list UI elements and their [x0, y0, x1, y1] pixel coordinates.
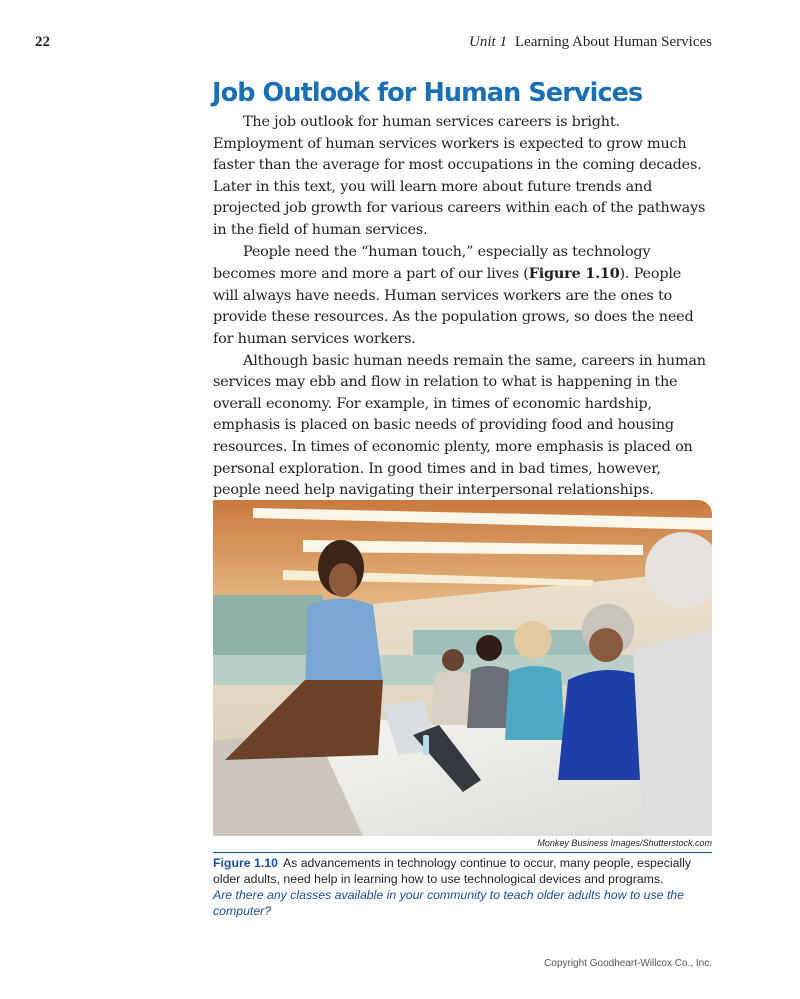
running-head: [469, 34, 712, 51]
figure-caption: [213, 855, 712, 919]
unit-title: Learning About Human Services: [514, 34, 712, 50]
page-number: 22: [35, 34, 50, 50]
unit-label: Unit 1: [469, 34, 507, 50]
paragraph-2: People need the “human touch,” especially as technology becomes more and more a part of our lives (Figure 1.10). People will always have needs. Human services workers are the ones to provide these resources. As the population grows, so does the need for human services workers.: [213, 243, 694, 347]
section-title: Job Outlook for Human Services: [212, 78, 643, 108]
figure-photo: [213, 500, 712, 836]
caption-text: As advancements in technology continue to occur, many people, especially older adults, need help in learning how to use technological devices and programs.: [213, 856, 692, 886]
copyright: Copyright Goodheart-Willcox Co., Inc.: [544, 958, 712, 969]
figure-reference: Figure 1.10: [528, 265, 620, 283]
photo-credit: Monkey Business Images/Shutterstock.com: [537, 838, 712, 848]
paragraph-3: Although basic human needs remain the same, careers in human services may ebb and flow in relation to what is happening in the overall economy. For example, in times of economic hardship, emphasis is placed on basic needs of providing food and housing resources. In times of economic plenty, more emphasis is placed on personal exploration. In good times and in bad times, however, people need help navigating their interpersonal relationships.: [213, 352, 706, 499]
caption-question: Are there any classes available in your community to teach older adults how to use the computer?: [213, 888, 684, 918]
paragraph-1: The job outlook for human services careers is bright. Employment of human services workers is expected to grow much faster than the average for most occupations in the coming decades. Later in this text, you will learn more about future trends and projected job growth for various careers within each of the pathways in the field of human services.: [213, 114, 706, 238]
body-text: [213, 112, 707, 545]
figure-label: Figure 1.10: [213, 856, 278, 870]
caption-rule: [213, 852, 712, 853]
